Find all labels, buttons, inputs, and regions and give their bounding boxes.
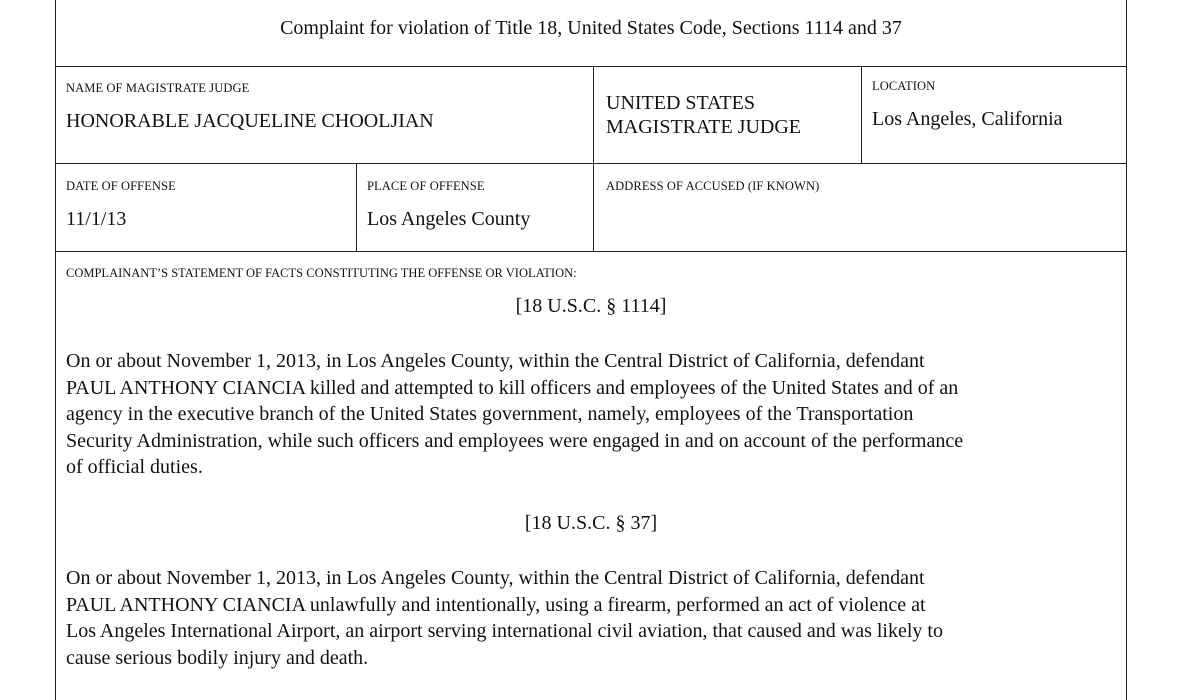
citation-section-1114: [18 U.S.C. § 1114] bbox=[515, 295, 667, 317]
date-of-offense-label: DATE OF OFFENSE bbox=[66, 179, 176, 193]
address-of-accused-label: ADDRESS OF ACCUSED (IF KNOWN) bbox=[606, 179, 820, 193]
date-of-offense-cell bbox=[56, 164, 356, 251]
paragraph-section-37 bbox=[66, 565, 1126, 671]
place-of-offense-label: PLACE OF OFFENSE bbox=[367, 179, 485, 193]
place-of-offense-cell bbox=[356, 164, 593, 251]
magistrate-title-value bbox=[606, 91, 801, 139]
paragraph-line: On or about November 1, 2013, in Los Angeles County, within the Central District of California, defendant bbox=[66, 567, 925, 589]
paragraph-line: On or about November 1, 2013, in Los Angeles County, within the Central District of California, defendant bbox=[66, 350, 925, 372]
magistrate-name-label: NAME OF MAGISTRATE JUDGE bbox=[66, 81, 250, 95]
address-of-accused-cell bbox=[593, 164, 1126, 251]
magistrate-name-value: HONORABLE JACQUELINE CHOOLJIAN bbox=[66, 110, 434, 132]
citation-section-37: [18 U.S.C. § 37] bbox=[524, 512, 658, 534]
judge-row bbox=[56, 67, 1126, 164]
location-label: LOCATION bbox=[872, 79, 936, 93]
magistrate-title-line-2: MAGISTRATE JUDGE bbox=[606, 116, 801, 138]
title-row bbox=[56, 0, 1126, 67]
place-of-offense-value: Los Angeles County bbox=[367, 208, 531, 230]
paragraph-line: cause serious bodily injury and death. bbox=[66, 646, 369, 669]
paragraph-line: PAUL ANTHONY CIANCIA killed and attempted to kill officers and employees of the United States and of an bbox=[66, 376, 959, 399]
complaint-form bbox=[55, 0, 1127, 700]
paragraph-line: PAUL ANTHONY CIANCIA unlawfully and intentionally, using a firearm, performed an act of violence at bbox=[66, 593, 926, 616]
paragraph-section-1114 bbox=[66, 348, 1126, 481]
paragraph-line: agency in the executive branch of the United States government, namely, employees of the Transportation bbox=[66, 403, 914, 425]
paragraph-line: of official duties. bbox=[66, 456, 203, 478]
date-of-offense-value: 11/1/13 bbox=[66, 208, 127, 230]
statement-label: COMPLAINANT’S STATEMENT OF FACTS CONSTITUTING THE OFFENSE OR VIOLATION: bbox=[66, 266, 577, 280]
paragraph-line: Security Administration, while such officers and employees were engaged in and on account of the performance bbox=[66, 429, 964, 452]
offense-row bbox=[56, 164, 1126, 252]
magistrate-title-cell bbox=[593, 67, 861, 163]
location-value: Los Angeles, California bbox=[872, 108, 1063, 130]
location-cell bbox=[861, 67, 1126, 163]
paragraph-line: Los Angeles International Airport, an airport serving international civil aviation, that caused and was likely to bbox=[66, 620, 943, 642]
magistrate-name-cell bbox=[56, 67, 593, 163]
complaint-title: Complaint for violation of Title 18, United States Code, Sections 1114 and 37 bbox=[280, 17, 902, 39]
magistrate-title-line-1: UNITED STATES bbox=[606, 92, 755, 114]
